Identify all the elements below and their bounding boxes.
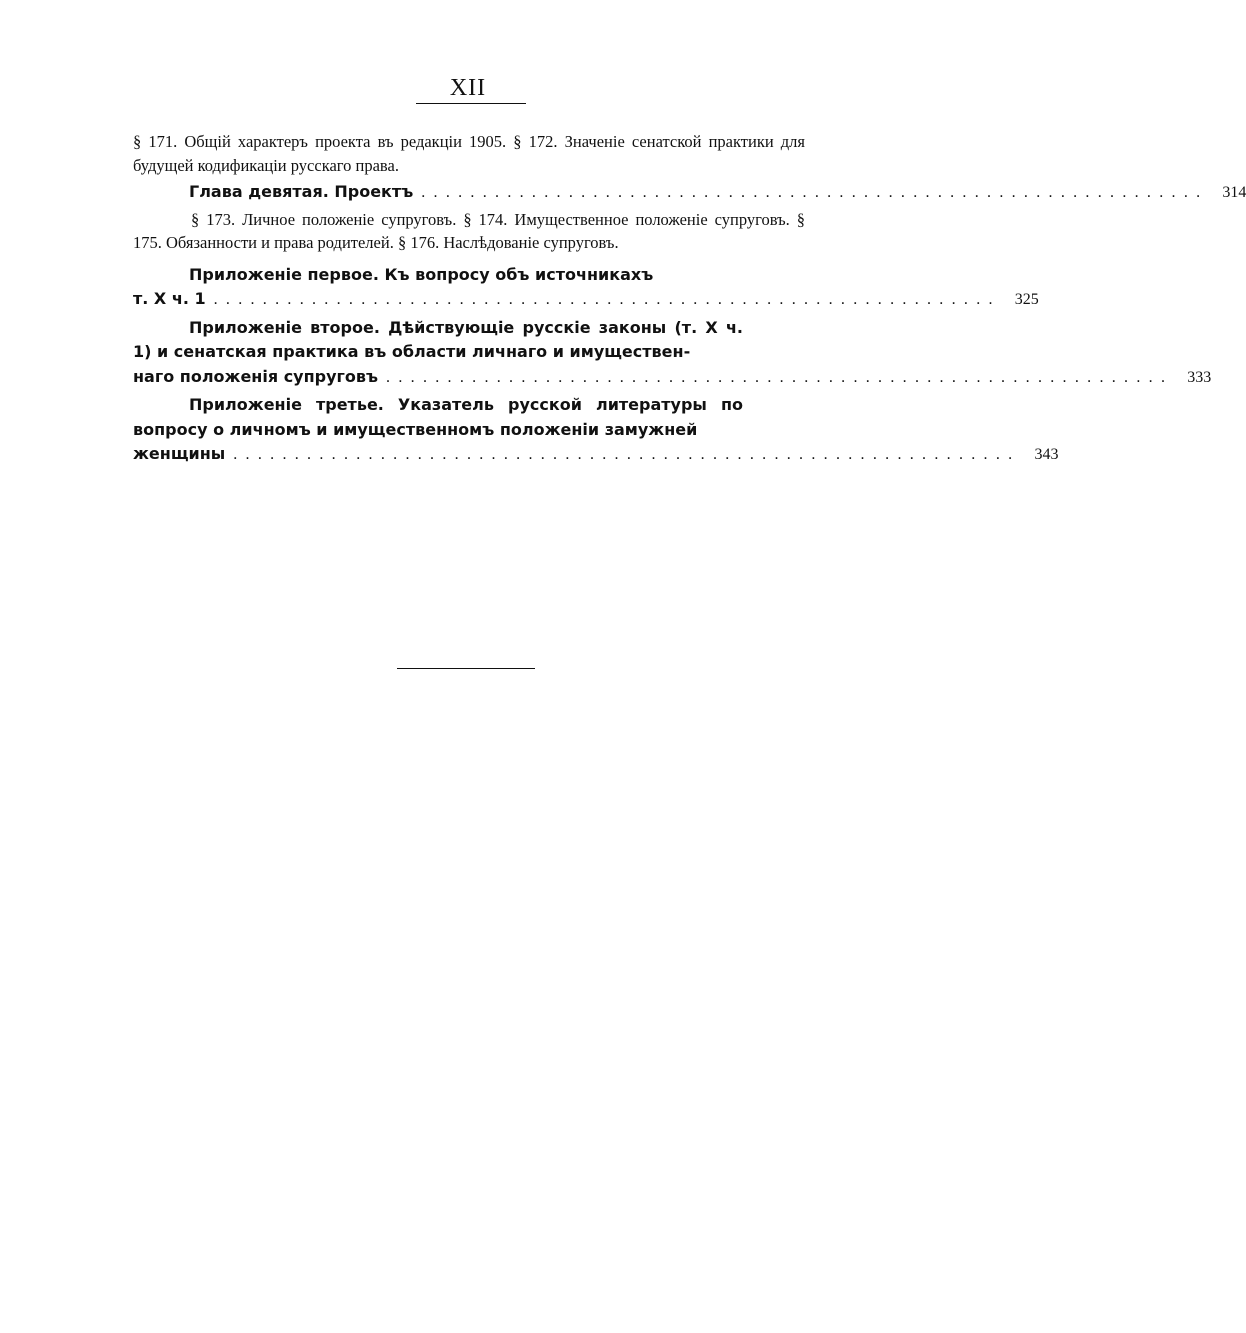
toc-entry-title-end: т. X ч. 1 (133, 289, 206, 308)
toc-entry-page: 343 (1034, 446, 1059, 463)
toc-entry-line (133, 180, 1246, 206)
toc-entry-appendix-one (133, 263, 1039, 313)
intro-subsections: § 171. Общій характеръ проекта въ редакціи 1905. § 172. Значеніе сенатской практики для будущей кодификаціи русскаго права. (133, 132, 805, 175)
toc-entry-line (133, 442, 1059, 468)
dot-leader: ................................................................ (233, 446, 1021, 463)
toc-entry-page: 333 (1187, 368, 1212, 386)
toc-entry-appendix-three (133, 393, 1059, 468)
toc-entry-title-end: женщины (133, 444, 226, 463)
dot-leader: ................................................................ (213, 291, 1001, 308)
toc-entry-page: 325 (1014, 291, 1039, 308)
chapter-nine-subsections: § 173. Личное положеніе супруговъ. § 174. Имущественное положеніе супруговъ. § 175. Обязанности и права родителей. § 176. Наслѣдованіе супруговъ. (133, 209, 805, 252)
toc-entry-title: Приложеніе третье. Указатель русской литературы по вопросу о личномъ и имущественномъ положеніи замужней (133, 395, 743, 439)
toc-entry-title: Глава девятая. Проектъ (189, 182, 414, 201)
dot-leader: ................................................................ (421, 184, 1209, 201)
toc-entry-title: Приложеніе первое. Къ вопросу объ источникахъ (189, 264, 654, 284)
header-rule (416, 103, 526, 104)
table-of-contents (133, 130, 1246, 468)
toc-entry-title: Приложеніе второе. Дѣйствующіе русскіе законы (т. X ч. 1) и сенатская практика въ области личнаго и имуществен- (133, 317, 743, 361)
toc-entry-page: 314 (1222, 184, 1246, 201)
toc-entry-appendix-two (133, 316, 1212, 391)
page-number: XII (449, 75, 487, 101)
footer-rule (397, 668, 535, 669)
toc-entry-chapter-nine (133, 180, 1246, 206)
dot-leader: ................................................................ (386, 368, 1174, 386)
toc-entry-line (133, 365, 1212, 391)
toc-entry-line (133, 287, 1039, 313)
toc-entry-title-end: наго положенія супруговъ (133, 366, 379, 386)
